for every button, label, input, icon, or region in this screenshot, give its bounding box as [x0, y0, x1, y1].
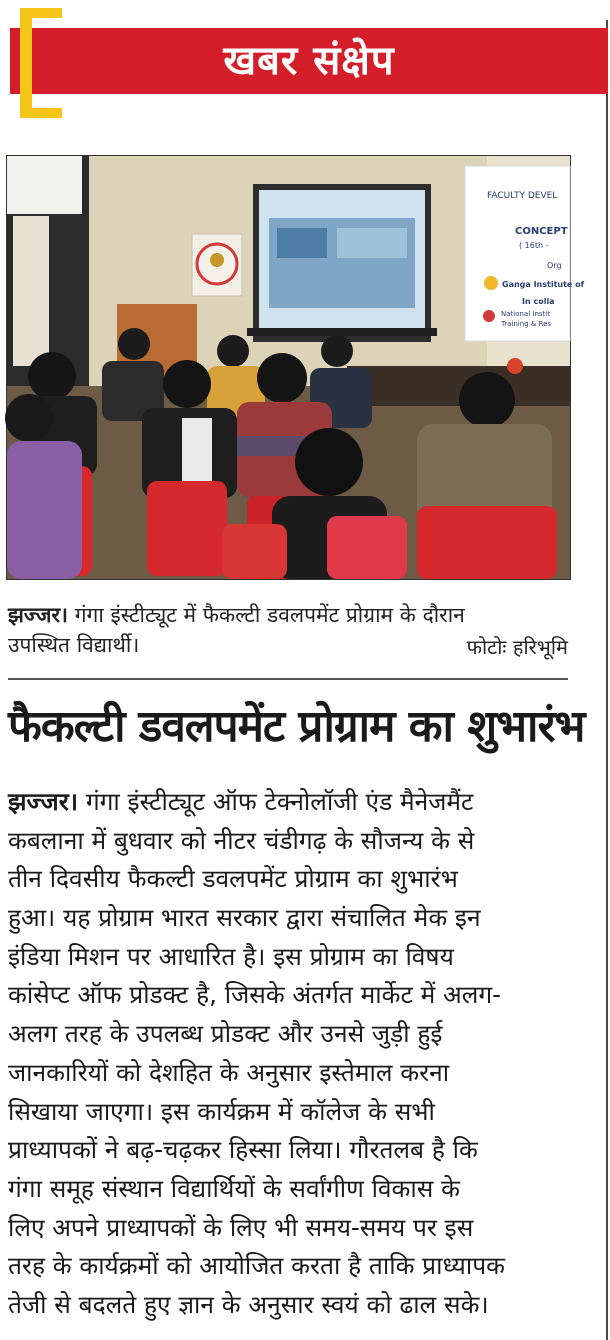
article-line: तीन दिवसीय फैकल्टी डवलपमेंट प्रोग्राम का शुभारंभ [8, 864, 458, 894]
photo-banner-line: In colla [522, 297, 555, 306]
article-line: सिखाया जाएगा। इस कार्यक्रम में कॉलेज के सभी [8, 1096, 435, 1126]
section-title: खबर संक्षेप [223, 38, 395, 84]
article-body [8, 783, 574, 1325]
photo-banner-line: FACULTY DEVEL [487, 191, 558, 201]
photo-banner-line: ( 16th - [519, 241, 549, 250]
bracket-ornament [20, 8, 62, 118]
divider [8, 678, 568, 680]
classroom-photo-illustration [7, 156, 585, 579]
headline: फैकल्टी डवलपमेंट प्रोग्राम का शुभारंभ [8, 701, 585, 752]
page-border [606, 20, 608, 1340]
article-line: लिए अपने प्राध्यापकों के लिए भी समय-समय पर इस [8, 1212, 474, 1242]
photo-banner-line: Org [547, 261, 562, 270]
caption-text-line2: उपस्थित विद्यार्थी। [8, 633, 140, 657]
article-line: झज्जर। गंगा इंस्टीट्यूट ऑफ टेक्नोलॉजी एंड मैनेजमैंट [8, 787, 474, 816]
article-line: तरह के कार्यक्रमों को आयोजित करता है ताकि प्राध्यापक [8, 1251, 505, 1281]
article-line: जानकारियों को देशहित के अनुसार इस्तेमाल करना [8, 1057, 450, 1087]
dateline: झज्जर। [8, 787, 79, 816]
photo-credit: फोटोः हरिभूमि [466, 635, 568, 659]
photo-banner-line: Training & Res [501, 320, 552, 328]
article-line: इंडिया मिशन पर आधारित है। इस प्रोग्राम का विषय [8, 941, 454, 971]
article-line: प्राध्यापकों ने बढ़-चढ़कर हिस्सा लिया। गौरतलब है कि [8, 1135, 478, 1165]
news-photo [6, 155, 585, 580]
article-line: कबलाना में बुधवार को नीटर चंडीगढ़ के सौजन्य के से [8, 825, 475, 855]
article-line: तेजी से बदलते हुए ज्ञान के अनुसार स्वयं को ढाल सके। [8, 1289, 489, 1319]
article-line: हुआ। यह प्रोग्राम भारत सरकार द्वारा संचालित मेक इन [8, 903, 481, 933]
article-line: कांसेप्ट ऑफ प्रोडक्ट है, जिसके अंतर्गत मार्केट में अलग- [8, 980, 502, 1010]
caption-place: झज्जर। [8, 603, 69, 627]
photo-banner-line: National Instit [501, 310, 550, 318]
section-banner [10, 28, 608, 94]
photo-banner-line: CONCEPT [515, 226, 568, 237]
article-line: अलग तरह के उपलब्ध प्रोडक्ट और उनसे जुड़ी हुई [8, 1019, 443, 1049]
article-line: गंगा समूह संस्थान विद्यार्थियों के सर्वांगीण विकास के [8, 1173, 460, 1203]
photo-banner-line: Ganga Institute of [502, 280, 585, 289]
caption-text: गंगा इंस्टीट्यूट में फैकल्टी डवलपमेंट प्रोग्राम के दौरान [74, 603, 465, 627]
